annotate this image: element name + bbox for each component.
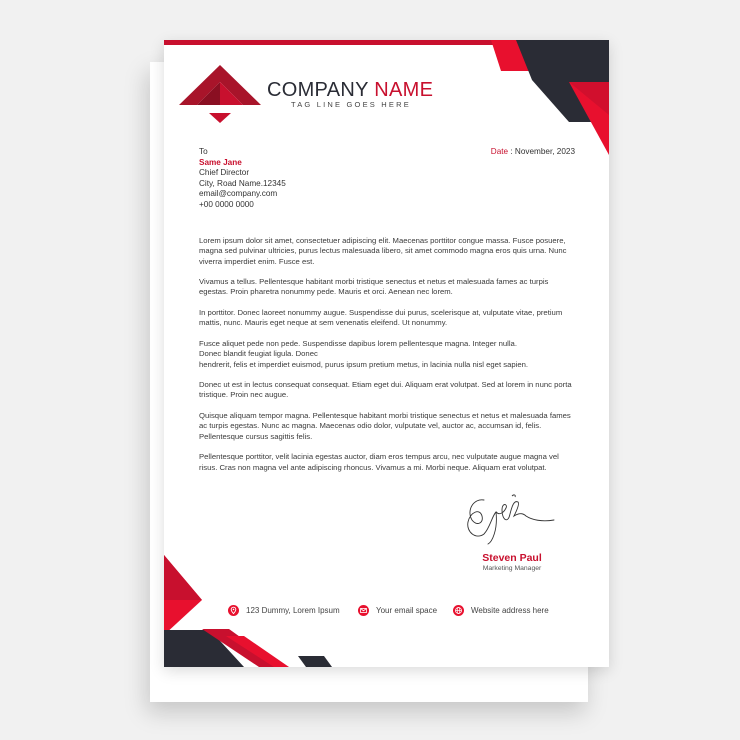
date-label: Date (490, 147, 509, 156)
globe-icon (453, 605, 464, 616)
paragraph: Donec ut est in lectus consequat consequat. Etiam eget dui. Aliquam erat volutpat. Sed at lorem in nunc porta tristique. Proin nec augue. (199, 380, 572, 400)
to-label: To (199, 147, 208, 156)
paragraph: Fusce aliquet pede non pede. Suspendisse dapibus lorem pellentesque magna. Integer nulla. Donec blandit feugiat ligula. Donec hendrerit, felis et imperdiet euismod, purus ipsum pretium metus, in lacinia nulla nisl eget sapien. (199, 338, 529, 369)
recipient-phone: +00 0000 0000 (199, 199, 254, 209)
paragraph: Vivamus a tellus. Pellentesque habitant morbi tristique senectus et netus et malesuada fames ac turpis egestas. Proin pharetra nonummy pede. Mauris et orci. Aenean nec lorem. (199, 277, 549, 297)
company-name: COMPANY NAME (267, 79, 434, 101)
recipient-block (199, 147, 286, 211)
location-pin-icon (228, 605, 239, 616)
recipient-name: Same Jane (199, 157, 242, 167)
footer-email: Your email space (358, 605, 437, 616)
signer-title: Marketing Manager (482, 565, 542, 572)
recipient-email: email@company.com (199, 189, 278, 199)
footer-address: 123 Dummy, Lorem Ipsum (228, 605, 340, 616)
paragraph: Pellentesque porttitor, velit lacinia egestas auctor, diam eros tempus arcu, nec vulputate augue magna vel risus. Cras non magna vel ante adipiscing rhoncus. Vivamus a mi. Morbi neque. Aliquam erat volutpat. (199, 452, 559, 472)
letter-date (491, 147, 575, 156)
paragraph: Lorem ipsum dolor sit amet, consectetuer adipiscing elit. Maecenas porttitor congue massa. Fusce posuere, magna sed pulvinar ultricies, purus lectus malesuada libero, sit amet commodo magna eros quis urna. Nunc viverra imperdiet enim. Fusce est. (199, 236, 567, 266)
signer-name: Steven Paul (482, 552, 542, 564)
envelope-icon (358, 605, 369, 616)
paragraph: In porttitor. Donec laoreet nonummy augue. Suspendisse dui purus, scelerisque at, vulputate vitae, pretium mattis, nunc. Mauris eget neque at sem venenatis eleifend. Ut nonummy. (199, 308, 563, 328)
paragraph: Quisque aliquam tempor magna. Pellentesque habitant morbi tristique senectus et netus et malesuada fames ac turpis egestas. Nunc ac magna. Maecenas odio dolor, vulputate vel, auctor ac, accumsan id, felis. Pellentesque cursus sagittis felis. (199, 411, 571, 441)
bottom-small-dark-shape (298, 656, 332, 667)
company-logo-icon (179, 64, 261, 126)
recipient-title: Chief Director (199, 168, 250, 178)
date-value: : November, 2023 (508, 147, 575, 156)
footer-website: Website address here (453, 605, 549, 616)
letterhead-page (164, 40, 609, 667)
recipient-address: City, Road Name.12345 (199, 178, 286, 188)
company-tagline: TAG LINE GOES HERE (291, 100, 411, 109)
letter-body (199, 236, 579, 483)
handwritten-signature (462, 490, 562, 550)
